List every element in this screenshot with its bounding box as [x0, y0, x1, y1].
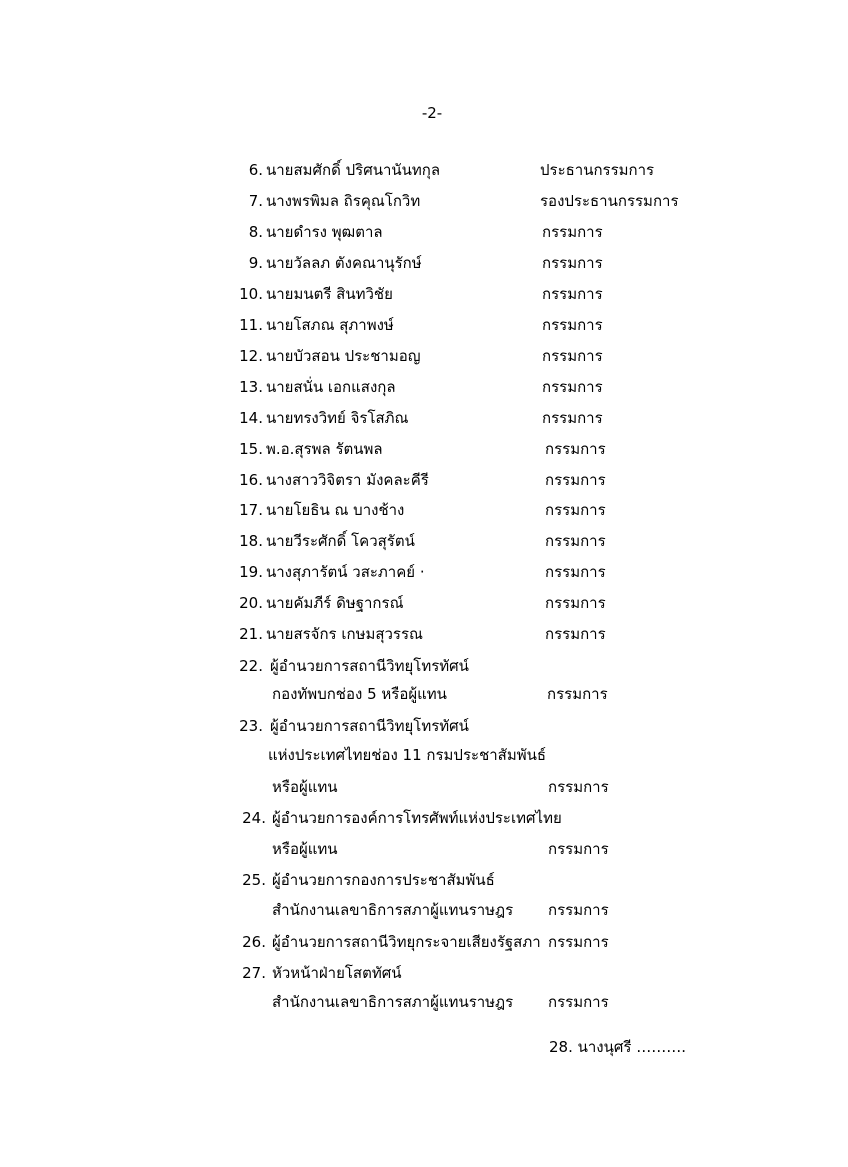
member-role: กรรมการ [548, 778, 609, 796]
item-title-line: ผู้อำนวยการสถานีวิทยุโทรทัศน์ [270, 717, 469, 735]
member-role: กรรมการ [545, 594, 606, 612]
member-name: นายสรจักร เกษมสุวรรณ [266, 625, 423, 643]
member-number: 17. [239, 501, 263, 519]
member-number: 9. [248, 254, 263, 272]
member-name: นายสมศักดิ์ ปริศนานันทกุล [266, 161, 441, 179]
member-name: นายวีระศักดิ์ โควสุรัตน์ [266, 532, 415, 550]
item-title-line: ผู้อำนวยการองค์การโทรศัพท์แห่งประเทศไทย [272, 809, 562, 827]
item-number: 24. [242, 809, 266, 827]
member-role: กรรมการ [542, 285, 603, 303]
member-number: 8. [248, 223, 263, 241]
member-role: กรรมการ [542, 378, 603, 396]
member-role: กรรมการ [545, 501, 606, 519]
member-role: กรรมการ [545, 625, 606, 643]
member-role: กรรมการ [547, 685, 608, 703]
member-number: 19. [239, 563, 263, 581]
member-name: นายบัวสอน ประชามอญ [266, 347, 421, 365]
item-title-line: หรือผู้แทน [272, 778, 338, 796]
item-number: 27. [242, 964, 266, 982]
item-title-line: สำนักงานเลขาธิการสภาผู้แทนราษฎร [272, 993, 514, 1011]
member-role: กรรมการ [545, 532, 606, 550]
member-name: นางพรพิมล ถิรคุณโกวิท [266, 192, 421, 210]
item-title-line: ผู้อำนวยการสถานีวิทยุโทรทัศน์ [270, 657, 469, 675]
member-number: 12. [239, 347, 263, 365]
item-number: 26. [242, 933, 266, 951]
item-title-line: แห่งประเทศไทยช่อง 11 กรมประชาสัมพันธ์ [268, 746, 547, 764]
member-number: 16. [239, 471, 263, 489]
member-role: รองประธานกรรมการ [540, 192, 679, 210]
member-number: 7. [248, 192, 263, 210]
member-name: นายโยธิน ณ บางช้าง [266, 501, 405, 519]
member-role: กรรมการ [548, 901, 609, 919]
member-number: 20. [239, 594, 263, 612]
item-title-line: ผู้อำนวยการสถานีวิทยุกระจายเสียงรัฐสภา [272, 933, 541, 951]
member-name: พ.อ.สุรพล รัตนพล [266, 440, 383, 458]
member-role: กรรมการ [545, 471, 606, 489]
item-number: 22. [239, 657, 263, 675]
member-name: นางสุภารัตน์ วสะภาคย์ · [266, 563, 425, 581]
item-title-line: สำนักงานเลขาธิการสภาผู้แทนราษฎร [272, 901, 514, 919]
member-role: กรรมการ [542, 223, 603, 241]
member-number: 10. [239, 285, 263, 303]
item-number: 23. [239, 717, 263, 735]
member-name: นายคัมภีร์ ดิษฐากรณ์ [266, 594, 404, 612]
member-role: กรรมการ [542, 409, 603, 427]
member-name: นายโสภณ สุภาพงษ์ [266, 316, 394, 334]
item-number: 25. [242, 871, 266, 889]
member-number: 11. [239, 316, 263, 334]
member-role: กรรมการ [545, 563, 606, 581]
member-role: กรรมการ [548, 840, 609, 858]
member-role: กรรมการ [548, 933, 609, 951]
member-name: นายวัลลภ ตังคณานุรักษ์ [266, 254, 422, 272]
member-role: ประธานกรรมการ [540, 161, 655, 179]
item-title-line: หรือผู้แทน [272, 840, 338, 858]
member-role: กรรมการ [542, 254, 603, 272]
item-title-line: หัวหน้าฝ่ายโสตทัศน์ [272, 964, 402, 982]
member-number: 15. [239, 440, 263, 458]
member-name: นางสาววิจิตรา มังคละคีรี [266, 471, 429, 489]
member-number: 13. [239, 378, 263, 396]
member-role: กรรมการ [545, 440, 606, 458]
member-name: นายดำรง พุฒตาล [266, 223, 383, 241]
member-number: 21. [239, 625, 263, 643]
item-title-line: ผู้อำนวยการกองการประชาสัมพันธ์ [272, 871, 495, 889]
continuation-text: 28. นางนุศรี ………. [549, 1038, 686, 1056]
member-name: นายสนั่น เอกแสงกุล [266, 378, 396, 396]
member-number: 18. [239, 532, 263, 550]
member-name: นายมนตรี สินทวิชัย [266, 285, 393, 303]
member-role: กรรมการ [542, 316, 603, 334]
member-role: กรรมการ [542, 347, 603, 365]
member-number: 14. [239, 409, 263, 427]
member-name: นายทรงวิทย์ จิรโสภิณ [266, 409, 409, 427]
item-title-line: กองทัพบกช่อง 5 หรือผู้แทน [272, 685, 447, 703]
member-number: 6. [248, 161, 263, 179]
page-number: -2- [421, 104, 443, 122]
member-role: กรรมการ [548, 993, 609, 1011]
